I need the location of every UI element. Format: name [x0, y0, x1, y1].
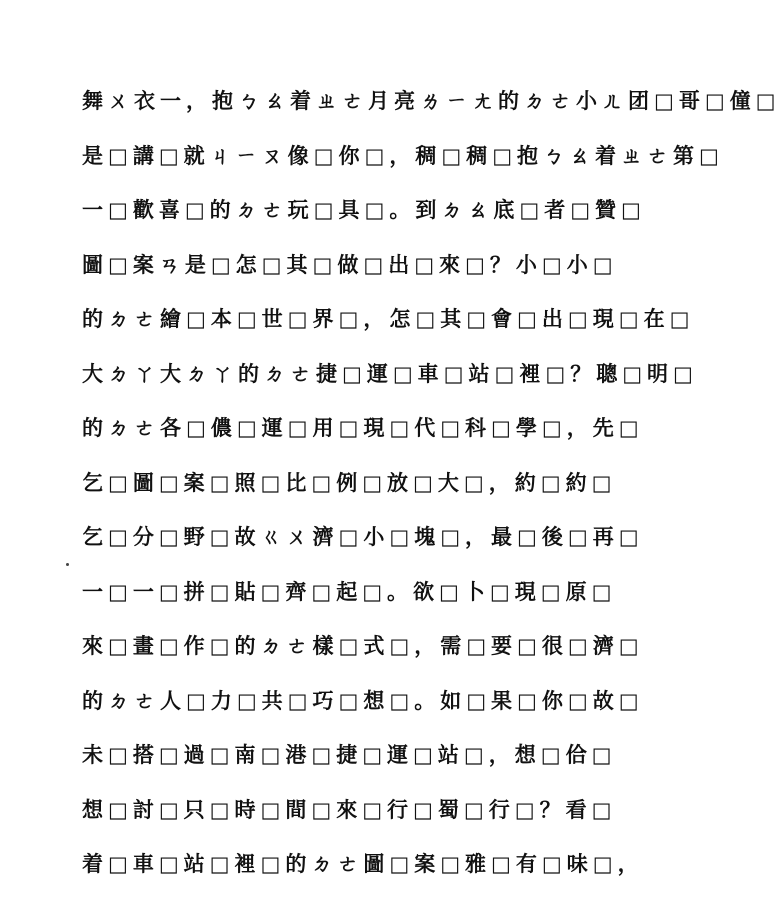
text-line: 圖□案ㄢ是□怎□其□做□出□來□？小□小□ — [82, 252, 618, 277]
text-line: 一□一□拼□貼□齊□起□。欲□卜□現□原□ — [82, 579, 617, 604]
text-line: 的ㄉㄜ繪□本□世□界□，怎□其□會□出□現□在□ — [82, 307, 695, 331]
text-line: 是□講□就ㄐㄧㄡ像□你□，稠□稠□抱ㄅㄠ着ㄓㄜ第□ — [82, 143, 724, 168]
text-line: 來□畫□作□的ㄉㄜ樣□式□，需□要□很□濟□ — [82, 634, 644, 658]
text-line: 着□車□站□裡□的ㄉㄜ圖□案□雅□有□味□， — [82, 852, 644, 876]
scan-speck — [66, 563, 69, 566]
text-line: 大ㄉㄚ大ㄉㄚ的ㄉㄜ捷□運□車□站□裡□？聰□明□ — [82, 361, 698, 386]
text-line: 的ㄉㄜ人□力□共□巧□想□。如□果□你□故□ — [82, 688, 644, 713]
text-line: 想□討□只□時□間□來□行□蜀□行□？看□ — [82, 797, 617, 822]
text-line: 乞□圖□案□照□比□例□放□大□，約□約□ — [82, 470, 617, 495]
text-line: 一□歡喜□的ㄉㄜ玩□具□。到ㄉㄠ底□者□贊□ — [82, 198, 646, 222]
text-line: 舞ㄨ衣一，抱ㄅㄠ着ㄓㄜ月亮ㄌㄧㄤ的ㄉㄜ小ㄦ团□哥□僮□ — [82, 89, 781, 113]
text-line: 乞□分□野□故ㄍㄨ濟□小□塊□，最□後□再□ — [82, 525, 644, 549]
text-body — [82, 86, 781, 904]
text-line: 未□搭□過□南□港□捷□運□站□，想□佮□ — [82, 743, 617, 767]
text-line: 的ㄉㄜ各□儂□運□用□現□代□科□學□，先□ — [82, 416, 644, 440]
